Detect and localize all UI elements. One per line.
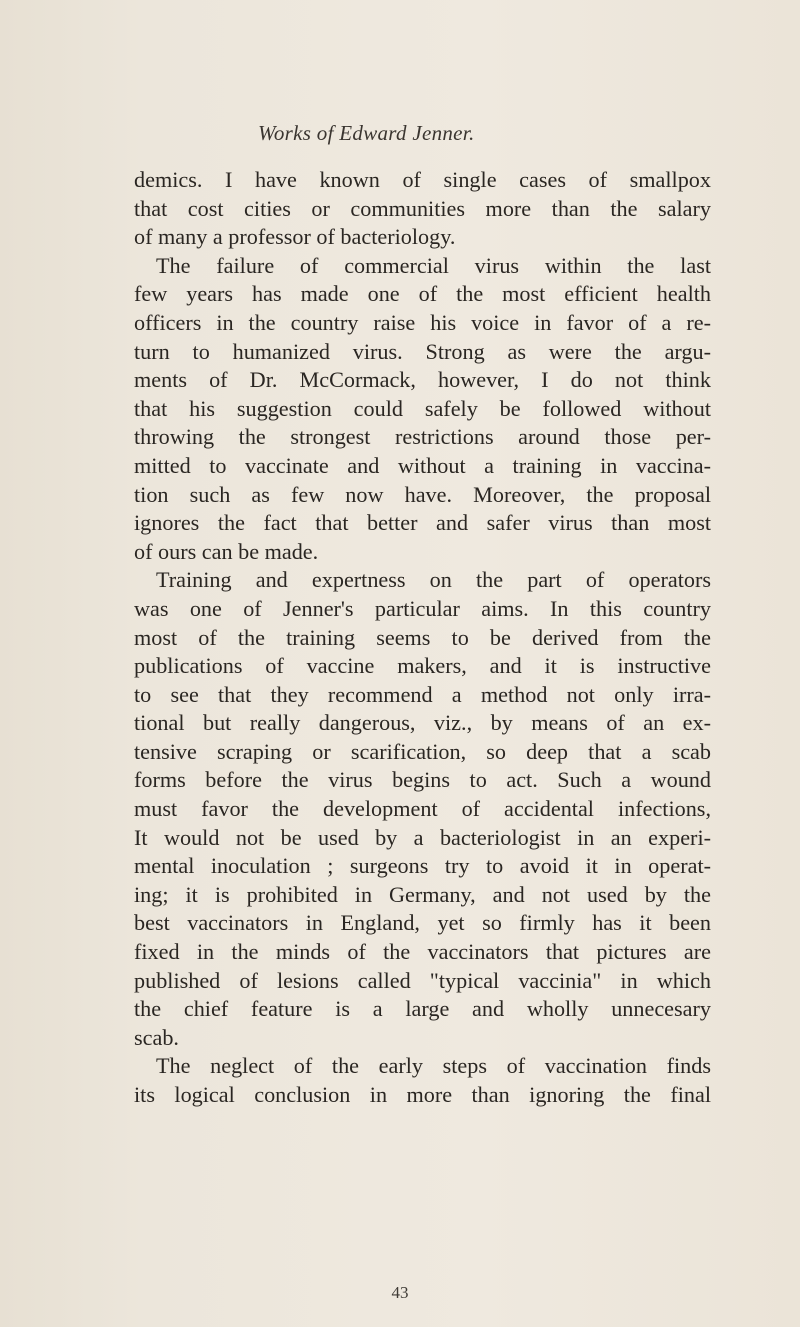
text-line: officers in the country raise his voice in favor of a re- (134, 309, 711, 335)
body-text (134, 166, 711, 1110)
text-line: demics. I have known of single cases of smallpox (134, 167, 711, 192)
text-line: turn to humanized virus. Strong as were the argu- (134, 338, 711, 364)
text-line: best vaccinators in England, yet so firmly has it been (134, 910, 711, 936)
text-line: mitted to vaccinate and without a training in vaccina- (134, 452, 711, 478)
text-line: that his suggestion could safely be followed without (134, 395, 711, 421)
text-line: of ours can be made. (134, 538, 319, 564)
text-line: mental inoculation ; surgeons try to avoid it in operat- (134, 853, 711, 879)
page-number: 43 (391, 1283, 409, 1302)
text-line: scab. (134, 1024, 179, 1050)
text-line: tensive scraping or scarification, so deep that a scab (134, 738, 711, 764)
text-line: its logical conclusion in more than ignoring the final (134, 1082, 711, 1107)
text-line: tional but really dangerous, viz., by means of an ex- (134, 710, 711, 736)
running-head: Works of Edward Jenner. (258, 121, 475, 145)
text-line: that cost cities or communities more than the salary (134, 195, 711, 221)
text-line: ing; it is prohibited in Germany, and not used by the (134, 881, 711, 907)
text-line: ignores the fact that better and safer virus than most (134, 510, 711, 536)
text-line: most of the training seems to be derived from the (134, 624, 711, 650)
text-line: throwing the strongest restrictions around those per- (134, 424, 711, 450)
text-line: forms before the virus begins to act. Such a wound (134, 767, 711, 793)
text-line: must favor the development of accidental infections, (134, 796, 711, 822)
text-line: published of lesions called "typical vaccinia" in which (134, 967, 711, 993)
text-line: fixed in the minds of the vaccinators that pictures are (134, 939, 711, 965)
text-line: Training and expertness on the part of operators (156, 567, 711, 593)
text-line: tion such as few now have. Moreover, the proposal (134, 481, 711, 507)
text-line: the chief feature is a large and wholly unnecesary (134, 996, 711, 1022)
text-line: of many a professor of bacteriology. (134, 224, 456, 250)
text-line: publications of vaccine makers, and it is instructive (134, 653, 711, 679)
text-line: to see that they recommend a method not only irra- (134, 681, 711, 707)
text-line: ments of Dr. McCormack, however, I do not think (134, 367, 711, 393)
text-line: It would not be used by a bacteriologist in an experi- (134, 824, 711, 850)
text-line: few years has made one of the most efficient health (134, 281, 711, 307)
text-line: The neglect of the early steps of vaccination finds (156, 1053, 711, 1079)
text-line: The failure of commercial virus within the last (156, 252, 711, 278)
text-line: was one of Jenner's particular aims. In this country (134, 595, 711, 621)
